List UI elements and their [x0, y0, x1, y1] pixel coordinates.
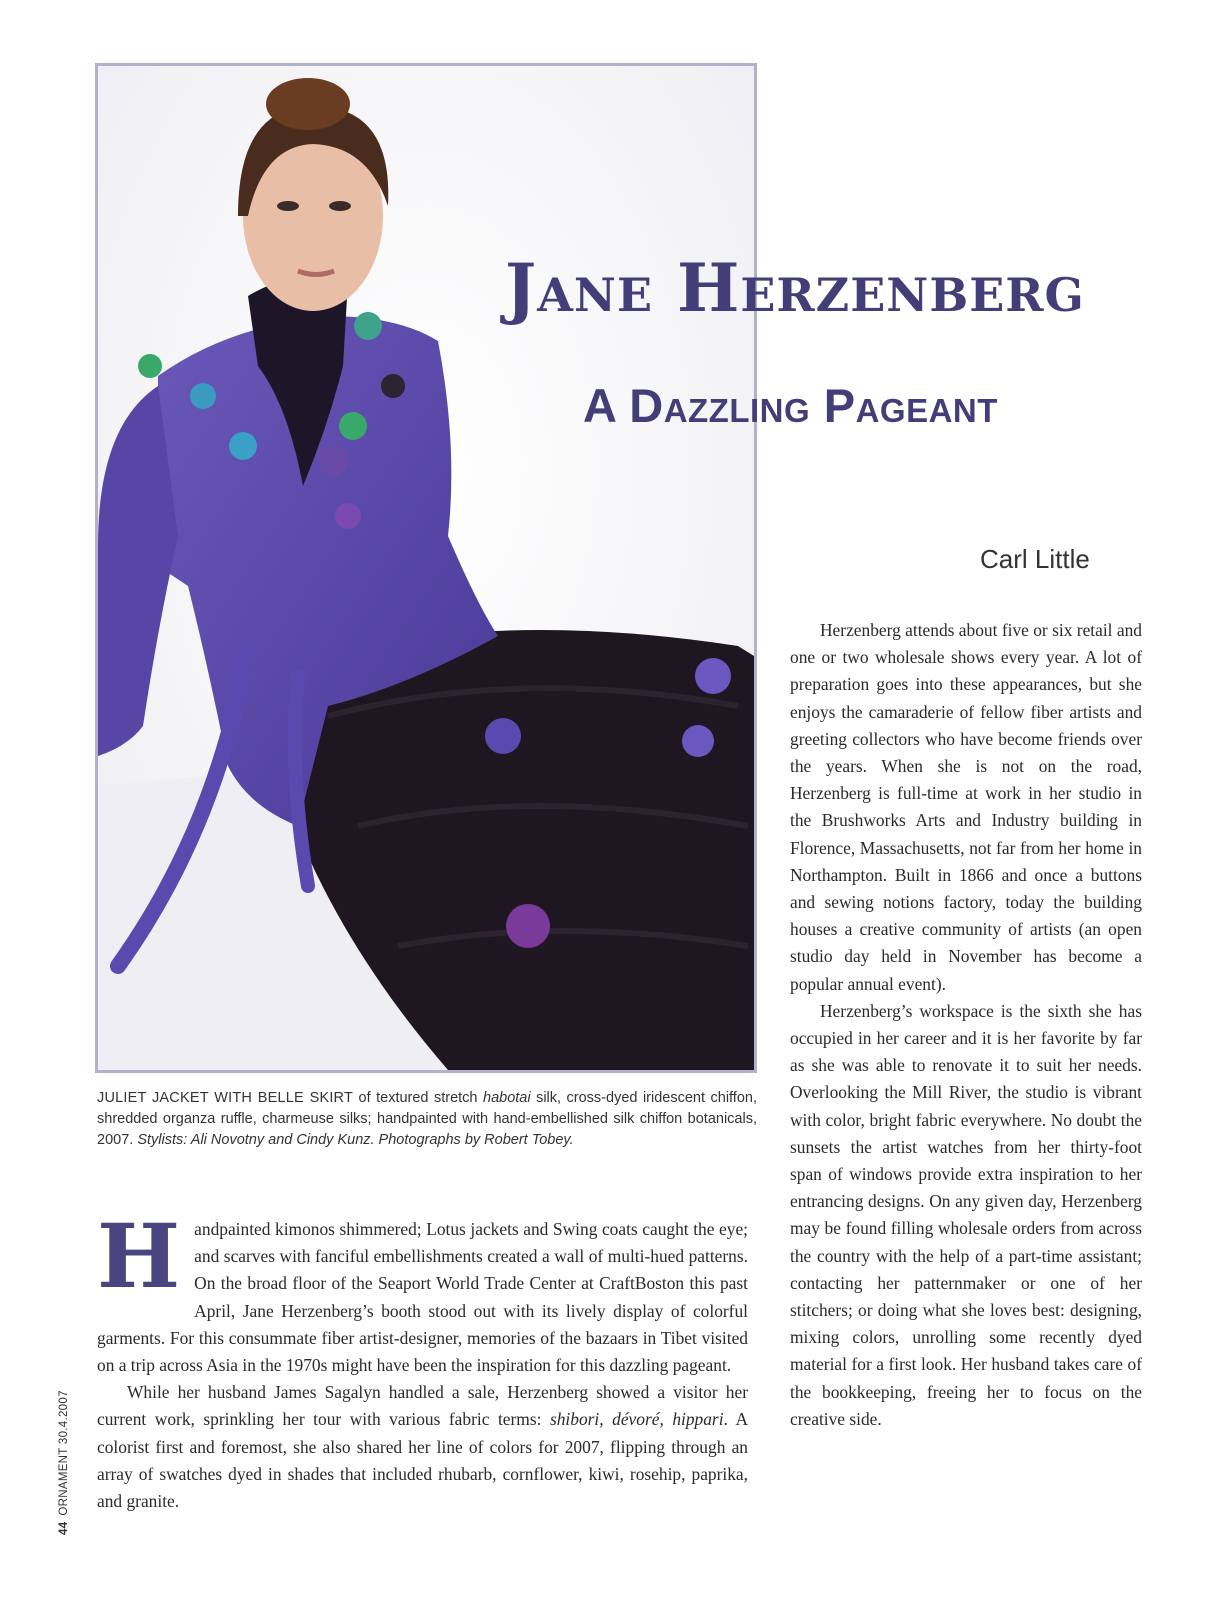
- author-byline: Carl Little: [980, 544, 1090, 574]
- issue-label: ORNAMENT 30.4.2007: [58, 1390, 70, 1516]
- page-number: 44: [58, 1521, 70, 1535]
- article-title: Jane Herzenberg: [505, 249, 1085, 327]
- paragraph-1-text: andpainted kimonos shimmered; Lotus jackets and Swing coats caught the eye; and scarves with fanciful embellishments created a wall of multi-hued patterns. On the broad floor of the Seaport World Trade Center at CraftBoston this past April, Jane Herzenberg’s booth stood out with its lively display of colorful garments. For this consummate fiber artist-designer, memories of the bazaars in Tibet visited on a trip across Asia in the 1970s might have been the inspiration for this dazzling pageant.: [97, 1219, 748, 1376]
- model-illustration: [98, 66, 754, 1070]
- feature-photo: [95, 63, 757, 1073]
- paragraph-2-text-b: . A colorist first and foremost, she also shared her line of colors for 2007, flipping through an array of swatches dyed in shades that included rhubarb, cornflower, kiwi, rosehip, paprika, and granite.: [97, 1409, 749, 1512]
- photo-caption: [97, 1088, 757, 1151]
- fabric-terms: shibori, dévoré, hippari: [549, 1409, 724, 1430]
- drop-cap: H: [97, 1204, 181, 1308]
- paragraph-4: Herzenberg’s workspace is the sixth she has occupied in her career and it is her favorite by far as she was able to renovate it to suit her needs. Overlooking the Mill River, the studio is vibrant with color, bright fabric everywhere. No doubt the sunsets the artist watches from her thirty-foot span of windows provide extra inspiration to her entrancing designs. On any given day, Herzenberg may be found filling wholesale orders from across the country with the help of a part-time assistant; contacting her patternmaker or one of her stitchers; or doing what she loves best: designing, mixing colors, unrolling some recently dyed material for a first look. Her husband takes care of the bookkeeping, freeing her to focus on the creative side.: [790, 1000, 1142, 1429]
- page-folio: [58, 1390, 70, 1535]
- article-subtitle: A Dazzling Pageant: [583, 379, 998, 432]
- paragraph-1: [97, 1204, 748, 1379]
- body-column-right: [790, 617, 1142, 1433]
- paragraph-2-text-a: While her husband James Sagalyn handled a sale, Herzenberg showed a visitor her current work, sprinkling her tour with various fabric terms:: [97, 1382, 748, 1430]
- caption-text-1: of textured stretch: [353, 1090, 483, 1106]
- caption-credits: Stylists: Ali Novotny and Cindy Kunz. Photographs by Robert Tobey.: [137, 1132, 574, 1148]
- paragraph-3: Herzenberg attends about five or six retail and one or two wholesale shows every year. A lot of preparation goes into these appearances, but she enjoys the camaraderie of fellow fiber artists and greeting collectors who have become friends over the years. When she is not on the road, Herzenberg is full-time at work in her studio in the Brushworks Arts and Industry building in Florence, Massachusetts, not far from her home in Northampton. Built in 1866 and once a buttons and sewing notions factory, today the building houses a creative community of artists (an open studio day held in November has become a popular annual event).: [790, 620, 1142, 994]
- caption-italic-1: habotai: [483, 1090, 531, 1106]
- body-column-left: [97, 1204, 749, 1515]
- paragraph-2: [97, 1379, 748, 1515]
- caption-text-2: silk, cross-dyed iridescent chiffon, shredded organza ruffle, charmeuse silks; handpainted with hand-embellished silk chiffon botanicals, 2007.: [97, 1090, 757, 1148]
- caption-head: JULIET JACKET WITH BELLE SKIRT: [97, 1090, 354, 1106]
